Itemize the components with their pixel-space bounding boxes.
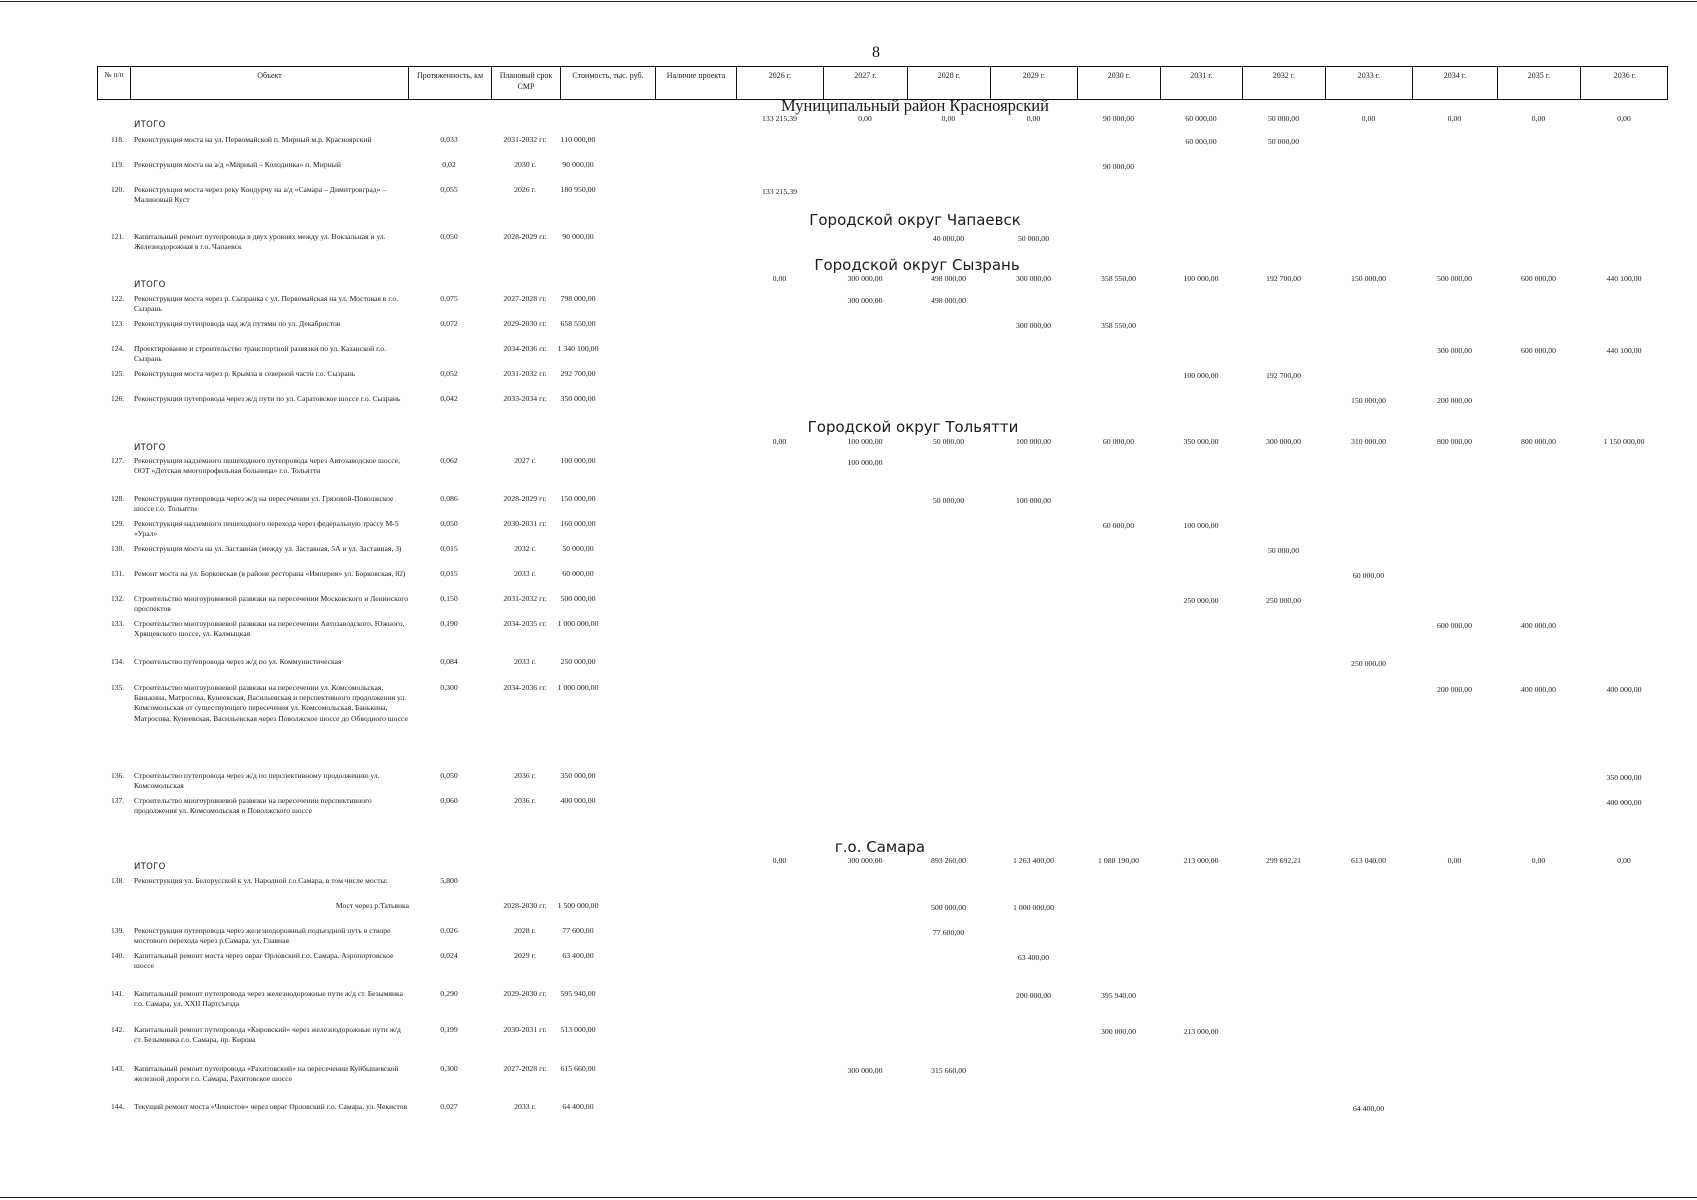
length-value: 0,042 (440, 394, 458, 403)
object-name: Строительство путепровода через ж/д по перспективному продолжению ул. Комсомольская (134, 771, 380, 791)
year-value: 100 000,00 (1183, 371, 1219, 380)
year-value: 200 000,00 (1436, 685, 1473, 694)
cost-value: 100 000,00 (560, 456, 596, 465)
total-value: 0,00 (1617, 856, 1631, 865)
cost-value: 180 950,00 (560, 185, 596, 194)
length-value: 0,290 (440, 989, 458, 998)
cost-value: 63 400,00 (562, 951, 594, 960)
row-number: 144. (111, 1102, 125, 1111)
total-value: 1 150 000,00 (1603, 437, 1645, 446)
total-value: 0,00 (858, 114, 872, 123)
year-value: 192 700,00 (1265, 371, 1302, 380)
year-value: 100 000,00 (847, 458, 883, 467)
year-value: 133 215,39 (761, 187, 798, 196)
length-value: 0,060 (440, 796, 458, 805)
year-value: 440 100,00 (1606, 346, 1642, 355)
total-value: 150 000,00 (1350, 274, 1387, 283)
header-year: 2035 г. (1498, 67, 1581, 99)
object-name: Реконструкция путепровода через железнодорожный подъездной путь в створе мостового перехода через р.Самара, ул. Главная (134, 926, 391, 946)
itogo-label: ИТОГО (134, 280, 166, 290)
row-number: 138. (111, 876, 125, 885)
object-name: Капитальный ремонт путепровода в двух уровнях между ул. Вокзальная и ул. Железнодорожная в г.о. Чапаевск (134, 232, 386, 252)
cost-value: 77 600,00 (562, 926, 594, 935)
object-name: Реконструкция моста через реку Кондурчу на а/д «Самара – Димитровград» – Малиновый Куст (134, 185, 387, 205)
total-value: 133 215,39 (761, 114, 798, 123)
term-value: 2033 г. (514, 657, 536, 666)
row-number: 119. (111, 160, 124, 169)
header-year: 2030 г. (1078, 67, 1161, 99)
header-object: Объект (131, 67, 409, 99)
row-number: 132. (111, 594, 125, 603)
section-title: Городской округ Сызрань (814, 256, 1020, 274)
total-value: 0,00 (1026, 114, 1041, 123)
top-rule (0, 1, 1697, 2)
total-value: 90 000,00 (1102, 114, 1135, 123)
header-year: 2036 г. (1613, 71, 1637, 80)
object-name: Мост через р.Татьянка (335, 901, 409, 910)
cost-value: 595 940,00 (560, 989, 596, 998)
header-project: Наличие проекта (656, 67, 737, 99)
total-value: 0,00 (772, 856, 787, 865)
object-name: Реконструкция надземного пешеходного путепровода через Автозаводское шоссе, ООТ «Детская многопрофильная больница» г.о. Тольятти (134, 456, 400, 476)
cost-value: 1 000 000,00 (557, 683, 599, 692)
total-value: 500 000,00 (1436, 274, 1473, 283)
year-value: 40 000,00 (932, 234, 965, 243)
year-value: 498 000,00 (930, 296, 967, 305)
total-value: 300 000,00 (1015, 274, 1052, 283)
total-value: 0,00 (1531, 114, 1546, 123)
length-value: 0,033 (440, 135, 458, 144)
term-value: 2027-2028 гг. (503, 294, 547, 303)
header-length: Протяженность, км (409, 67, 492, 99)
header-term: Плановый срок СМР (492, 67, 561, 99)
object-name: Капитальный ремонт путепровода «Рахитовский» на пересечении Куйбышевской железной дороги г.о. Самара, Рахитовское шоссе (134, 1064, 399, 1084)
cost-value: 160 000,00 (560, 519, 596, 528)
object-name: Строительство многоуровневой развязки на пересечении Автозаводского, Южного, Хрящевского шоссе, ул. Калмыцкая (134, 619, 405, 639)
total-value: 0,00 (1531, 856, 1546, 865)
cost-value: 150 000,00 (560, 494, 596, 503)
row-number: 122. (111, 294, 125, 303)
term-value: 2030-2031 гг. (503, 519, 547, 528)
cost-value: 50 000,00 (562, 544, 594, 553)
object-name: Капитальный ремонт путепровода «Кировский» через железнодорожные пути ж/д ст. Безымянка г.о. Самара, пр. Кирова (134, 1025, 401, 1045)
year-value: 150 000,00 (1350, 396, 1387, 405)
header-num: № п/п (98, 67, 131, 99)
header-year: 2027 г. (824, 67, 908, 99)
object-name: Проектирование и строительство транспортной развязки по ул. Казанской г.о. Сызрань (134, 344, 386, 364)
year-value: 250 000,00 (1350, 659, 1387, 668)
object-name: Текущий ремонт моста «Чекистов» через овраг Орловский г.о. Самара, ул. Чекистов (134, 1102, 408, 1111)
term-value: 2034-2035 гг. (503, 619, 547, 628)
total-value: 300 000,00 (847, 856, 883, 865)
row-number: 120. (111, 185, 125, 194)
year-value: 500 000,00 (930, 903, 967, 912)
year-value: 400 000,00 (1520, 621, 1557, 630)
year-value: 50 000,00 (932, 496, 965, 505)
length-value: 0,075 (440, 294, 458, 303)
total-value: 440 100,00 (1606, 274, 1642, 283)
row-number: 134. (111, 657, 125, 666)
cost-value: 64 400,00 (562, 1102, 594, 1111)
object-name: Реконструкция путепровода через ж/д на пересечении ул. Грязовой-Поволжское шоссе г.о. Тольятти (134, 494, 394, 514)
cost-value: 513 000,00 (560, 1025, 596, 1034)
total-value: 600 000,00 (1520, 274, 1557, 283)
bottom-rule (0, 1197, 1697, 1198)
cost-value: 110 000,00 (560, 135, 596, 144)
object-name: Реконструкция путепровода над ж/д путями по ул. Декабристов (134, 319, 341, 328)
length-value: 0,015 (440, 544, 458, 553)
term-value: 2031-2032 гг. (503, 594, 547, 603)
term-value: 2032 г. (514, 544, 536, 553)
year-value: 63 400,00 (1017, 953, 1050, 962)
object-name: Реконструкция моста на ул. Первомайской п. Мирный м.р. Красноярский (134, 135, 372, 144)
header-year: 2033 г. (1326, 67, 1413, 99)
term-value: 2030-2031 гг. (503, 1025, 547, 1034)
cost-value: 1 000 000,00 (557, 619, 599, 628)
length-value: 0,055 (440, 185, 458, 194)
section-title: г.о. Самара (834, 838, 926, 856)
year-value: 50 000,00 (1267, 546, 1300, 555)
total-value: 0,00 (1447, 856, 1462, 865)
total-value: 0,00 (941, 114, 956, 123)
term-value: 2029 г. (514, 951, 536, 960)
cost-value: 500 000,00 (560, 594, 596, 603)
row-number: 131. (111, 569, 125, 578)
year-value: 300 000,00 (847, 1066, 883, 1075)
section-title: Городской округ Тольятти (807, 418, 1019, 436)
year-value: 600 000,00 (1520, 346, 1557, 355)
term-value: 2033 г. (514, 1102, 536, 1111)
total-value: 310 000,00 (1350, 437, 1387, 446)
term-value: 2029-2030 гг. (503, 319, 547, 328)
total-value: 300 000,00 (1265, 437, 1302, 446)
object-name: Строительство многоуровневой развязки на пересечении перспективного продолжения ул. Комсомольская и Поволжского шоссе (134, 796, 372, 816)
term-value: 2034-2036 гг. (503, 683, 547, 692)
year-value: 400 000,00 (1606, 798, 1642, 807)
header-year: 2032 г. (1243, 67, 1326, 99)
total-value: 60 000,00 (1102, 437, 1135, 446)
length-value: 0,300 (440, 1064, 458, 1073)
total-value: 0,00 (772, 274, 787, 283)
row-number: 121. (111, 232, 125, 241)
year-value: 400 000,00 (1520, 685, 1557, 694)
header-cost: Стоимость, тыс. руб. (561, 67, 656, 99)
year-value: 100 000,00 (1183, 521, 1219, 530)
object-name: Реконструкция моста через р. Крымза в северной части г.о. Сызрань (134, 369, 356, 378)
total-value: 100 000,00 (1183, 274, 1219, 283)
year-value: 300 000,00 (1436, 346, 1473, 355)
cost-value: 1 500 000,00 (557, 901, 599, 910)
cost-value: 292 700,00 (560, 369, 596, 378)
length-value: 0,024 (440, 951, 458, 960)
cost-value: 350 000,00 (560, 394, 596, 403)
year-value: 90 000,00 (1102, 162, 1135, 171)
cost-value: 615 660,00 (560, 1064, 596, 1073)
year-value: 77 600,00 (932, 928, 965, 937)
row-number: 118. (111, 135, 124, 144)
total-value: 300 000,00 (847, 274, 883, 283)
cost-value: 60 000,00 (562, 569, 594, 578)
total-value: 1 088 190,00 (1098, 856, 1139, 865)
header-year: 2028 г. (908, 67, 991, 99)
term-value: 2031-2032 гг. (503, 135, 547, 144)
header-year: 2026 г. (737, 67, 824, 99)
cost-value: 350 000,00 (560, 771, 596, 780)
table-header (97, 66, 1668, 100)
row-number: 127. (111, 456, 125, 465)
term-value: 2031-2032 гг. (503, 369, 547, 378)
object-name: Строительство многоуровневой развязки на пересечении Московского и Ленинского проспектов (134, 594, 409, 614)
total-value: 350 000,00 (1183, 437, 1219, 446)
length-value: 0,062 (440, 456, 458, 465)
year-value: 350 000,00 (1606, 773, 1642, 782)
term-value: 2026 г. (514, 185, 536, 194)
year-value: 60 000,00 (1185, 137, 1217, 146)
row-number: 126. (111, 394, 125, 403)
length-value: 0,050 (440, 519, 458, 528)
length-value: 0,190 (440, 619, 458, 628)
section-title: Муниципальный район Красноярский (781, 96, 1049, 115)
itogo-label: ИТОГО (134, 443, 166, 453)
object-name: Реконструкция путепровода через ж/д пути по ул. Саратовское шоссе г.о. Сызрань (134, 394, 401, 403)
row-number: 123. (111, 319, 125, 328)
year-value: 250 000,00 (1183, 596, 1219, 605)
row-number: 130. (111, 544, 125, 553)
length-value: 0,026 (440, 926, 458, 935)
row-number: 129. (111, 519, 125, 528)
term-value: 2036 г. (514, 771, 536, 780)
row-number: 143. (111, 1064, 125, 1073)
year-value: 200 000,00 (1436, 396, 1473, 405)
term-value: 2029-2030 гг. (503, 989, 547, 998)
total-value: 50 000,00 (1267, 114, 1300, 123)
length-value: 0,199 (440, 1025, 458, 1034)
total-value: 613 040,00 (1350, 856, 1387, 865)
cost-value: 1 340 100,00 (557, 344, 599, 353)
term-value: 2028-2030 гг. (503, 901, 547, 910)
term-value: 2036 г. (514, 796, 536, 805)
object-name: Ремонт моста на ул. Борковская (в районе ресторана «Империя» ул. Борковская, 82) (134, 569, 406, 578)
year-value: 300 000,00 (1015, 321, 1052, 330)
year-value: 358 550,00 (1100, 321, 1137, 330)
row-number: 135. (111, 683, 125, 692)
term-value: 2028 г. (514, 926, 536, 935)
cost-value: 250 000,00 (560, 657, 596, 666)
row-number: 124. (111, 344, 125, 353)
row-number: 142. (111, 1025, 125, 1034)
length-value: 0,086 (440, 494, 458, 503)
length-value: 0,050 (440, 771, 458, 780)
length-value: 0,02 (442, 160, 456, 169)
total-value: 800 000,00 (1520, 437, 1557, 446)
year-value: 200 000,00 (1015, 991, 1052, 1000)
total-value: 893 260,00 (930, 856, 967, 865)
row-number: 139. (111, 926, 125, 935)
length-value: 0,050 (440, 232, 458, 241)
term-value: 2033 г. (514, 569, 536, 578)
year-value: 600 000,00 (1436, 621, 1473, 630)
total-value: 0,00 (772, 437, 787, 446)
total-value: 498 000,00 (930, 274, 967, 283)
year-value: 50 000,00 (1267, 137, 1300, 146)
header-year: 2031 г. (1161, 67, 1243, 99)
length-value: 0,052 (440, 369, 458, 378)
total-value: 100 000,00 (1015, 437, 1052, 446)
year-value: 395 940,00 (1100, 991, 1137, 1000)
total-value: 358 550,00 (1100, 274, 1137, 283)
year-value: 1 000 000,00 (1013, 903, 1054, 912)
term-value: 2027-2028 гг. (503, 1064, 547, 1073)
row-number: 128. (111, 494, 125, 503)
object-name: Строительство многоуровневой развязки на пересечении ул. Комсомольская, Банькина, Матросова, Кунеевская, Васильевская и перспективного продолжения ул. Комсомольская от существующего пересечения ул. Комсомольская, Банькина, Матросова, Кунеевская, Васильевская через Поволжское шоссе до Обводного шоссе (134, 683, 408, 723)
year-value: 250 000,00 (1265, 596, 1302, 605)
row-number: 136. (111, 771, 125, 780)
year-value: 60 000,00 (1102, 521, 1135, 530)
length-value: 0,150 (440, 594, 458, 603)
total-value: 800 000,00 (1436, 437, 1473, 446)
row-number: 133. (111, 619, 125, 628)
row-number: 141. (111, 989, 125, 998)
year-value: 64 400,00 (1352, 1104, 1385, 1113)
object-name: Строительство путепровода через ж/д по ул. Коммунистическая (134, 657, 342, 666)
cost-value: 90 000,00 (562, 160, 594, 169)
page-number: 8 (872, 44, 880, 61)
total-value: 299 692,21 (1265, 856, 1302, 865)
header-year: 2034 г. (1413, 67, 1498, 99)
length-value: 0,072 (440, 319, 458, 328)
term-value: 2030 г. (514, 160, 536, 169)
year-value: 400 000,00 (1606, 685, 1642, 694)
total-value: 0,00 (1447, 114, 1462, 123)
cost-value: 90 000,00 (562, 232, 594, 241)
row-number: 137. (111, 796, 125, 805)
itogo-label: ИТОГО (134, 120, 166, 130)
total-value: 0,00 (1361, 114, 1376, 123)
cost-value: 658 550,00 (560, 319, 596, 328)
total-value: 1 263 400,00 (1013, 856, 1054, 865)
row-number: 140. (111, 951, 125, 960)
cost-value: 400 000,00 (560, 796, 596, 805)
year-value: 315 660,00 (930, 1066, 967, 1075)
object-name: Реконструкция надземного пешеходного перехода через федеральную трассу М-5 «Урал» (134, 519, 399, 539)
year-value: 300 000,00 (1100, 1027, 1137, 1036)
length-value: 0,027 (440, 1102, 458, 1111)
itogo-label: ИТОГО (134, 862, 166, 872)
length-value: 5,800 (440, 876, 458, 885)
section-title: Городской округ Чапаевск (809, 211, 1021, 229)
term-value: 2027 г. (514, 456, 536, 465)
term-value: 2034-2036 гг. (503, 344, 547, 353)
length-value: 0,084 (440, 657, 458, 666)
cost-value: 798 000,00 (560, 294, 596, 303)
length-value: 0,015 (440, 569, 458, 578)
header-year: 2029 г. (991, 67, 1078, 99)
year-value: 60 000,00 (1352, 571, 1385, 580)
total-value: 213 000,00 (1183, 856, 1219, 865)
object-name: Реконструкция ул. Белорусской к ул. Народной г.о.Самара, в том числе мосты: (134, 876, 388, 885)
object-name: Реконструкция моста через р. Сызранка с ул. Первомайская на ул. Мостовая в г.о. Сызрань (134, 294, 399, 314)
term-value: 2028-2029 гг. (503, 494, 547, 503)
total-value: 100 000,00 (847, 437, 883, 446)
year-value: 100 000,00 (1015, 496, 1052, 505)
row-number: 125. (111, 369, 125, 378)
total-value: 0,00 (1617, 114, 1631, 123)
year-value: 300 000,00 (847, 296, 883, 305)
year-value: 50 000,00 (1017, 234, 1050, 243)
total-value: 60 000,00 (1185, 114, 1217, 123)
object-name: Капитальный ремонт моста через овраг Орловский г.о. Самара, Аэропортовское шоссе (134, 951, 394, 971)
total-value: 50 000,00 (932, 437, 965, 446)
term-value: 2028-2029 гг. (503, 232, 547, 241)
year-value: 213 000,00 (1183, 1027, 1219, 1036)
object-name: Реконструкция моста на ул. Заставная (между ул. Заставная, 5А и ул. Заставная, 3) (134, 544, 402, 553)
total-value: 192 700,00 (1265, 274, 1302, 283)
length-value: 0,300 (440, 683, 458, 692)
object-name: Капитальный ремонт путепровода через железнодорожные пути ж/д ст. Безымянка г.о. Самара, ул. XXII Партсъезда (134, 989, 404, 1009)
object-name: Реконструкция моста на а/д «Мирный – Колодинка» п. Мирный (134, 160, 341, 169)
term-value: 2033-2034 гг. (503, 394, 547, 403)
